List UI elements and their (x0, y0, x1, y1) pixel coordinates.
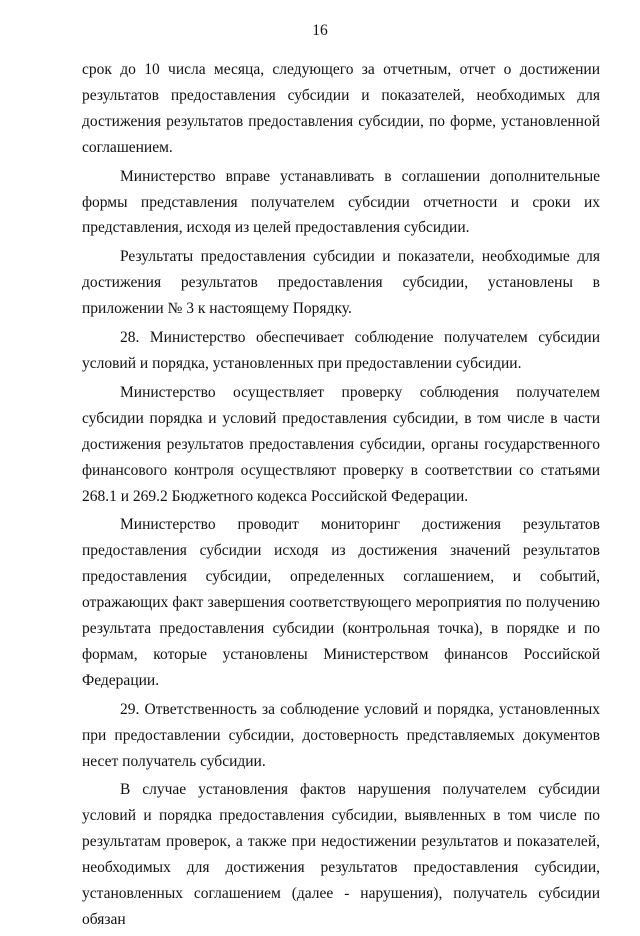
paragraph-compliance-check: Министерство осуществляет проверку соблюдения получателем субсидии порядка и условий предоставления субсидии, в том числе в части достижения результатов предоставления субсидии, органы государственного финансового контроля осуществляют проверку в соответствии со статьями 268.1 и 269.2 Бюджетного кодекса Российской Федерации. (82, 383, 600, 505)
paragraph-monitoring: Министерство проводит мониторинг достижения результатов предоставления субсидии исходя из достижения значений результатов предоставления субсидии, определенных соглашением, и событий, отражающих факт завершения соответствующего мероприятия по получению результата предоставления субсидии (контрольная точка), в порядке и по формам, которые установлены Министерством финансов Российской Федерации. (82, 516, 600, 689)
paragraph-report-deadline: срок до 10 числа месяца, следующего за отчетным, отчет о достижении результатов предоставления субсидии и показателей, необходимых для достижения результатов предоставления субсидии, по форме, установленной соглашением. (82, 61, 600, 156)
paragraph-item-29: 29. Ответственность за соблюдение условий и порядка, установленных при предоставлении субсидии, достоверность представляемых документов несет получатель субсидии. (82, 700, 600, 770)
page-number: 16 (312, 22, 328, 39)
paragraph-results-indicators: Результаты предоставления субсидии и показатели, необходимые для достижения результатов предоставления субсидии, установлены в приложении № 3 к настоящему Порядку. (82, 248, 600, 318)
paragraph-additional-forms: Министерство вправе устанавливать в соглашении дополнительные формы представления получателем субсидии отчетности и сроки их представления, исходя из целей предоставления субсидии. (82, 167, 600, 237)
paragraph-item-28: 28. Министерство обеспечивает соблюдение получателем субсидии условий и порядка, установленных при предоставлении субсидии. (82, 329, 600, 372)
paragraph-violations: В случае установления фактов нарушения получателем субсидии условий и порядка предоставления субсидии, выявленных в том числе по результатам проверок, а также при недостижении результатов и показателей, необходимых для достижения результатов предоставления субсидии, установленных соглашением (далее - нарушения), получатель субсидии обязан (82, 781, 600, 928)
document-body (82, 57, 600, 936)
